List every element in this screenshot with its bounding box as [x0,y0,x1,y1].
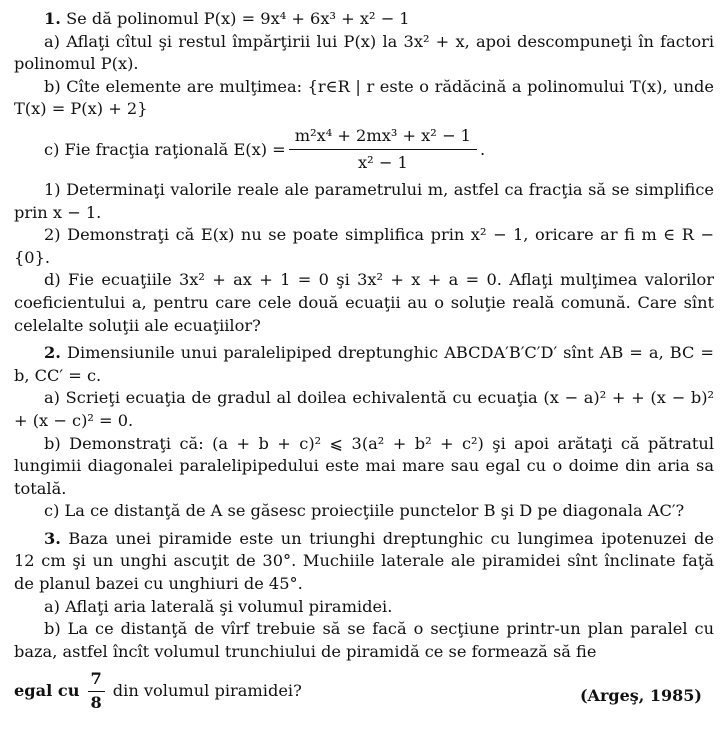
problem2-part-b: b) Demonstraţi că: (a + b + c)² ⩽ 3(a² + b² + c²) şi apoi arătaţi că pătratul lungimii diagonalei paralelipipedului este mai mare sau egal cu o doime din aria sa totală. [14,433,714,498]
problem3-part-b-end-suffix: din volumul piramidei? [112,681,302,701]
problem2-intro: 2. Dimensiunile unui paralelipiped dreptunghic ABCDA′B′C′D′ sînt AB = a, BC = b, CC′ = c. [14,343,714,385]
fraction-denominator: 8 [90,692,102,712]
problem1-part-c1: 1) Determinaţi valorile reale ale parametrului m, astfel ca fracţia să se simplifice prin x − 1. [14,179,714,222]
problem3-part-a: a) Aflaţi aria laterală şi volumul piramidei. [44,596,393,616]
fraction-E-numerator: m²x⁴ + 2mx³ + x² − 1 [289,125,477,151]
problem3-part-b-end-prefix: egal cu [14,681,80,701]
fraction-numerator: 7 [88,668,105,692]
fraction-E [289,125,477,175]
problem2-part-a: a) Scrieţi ecuaţia de gradul al doilea echivalentă cu ecuaţia (x − a)² + + (x − b)² + (x − c)² = 0. [14,388,714,430]
source-citation: (Argeş, 1985) [579,686,702,706]
fraction-E-denominator: x² − 1 [357,153,408,173]
problem1-part-a: a) Aflaţi cîtul şi restul împărţirii lui P(x) la 3x² + x, apoi descompuneţi în factori polinomul P(x). [14,31,714,74]
problem3-intro: 3. Baza unei piramide este un triunghi dreptunghic cu lungimea ipotenuzei de 12 cm şi un unghi ascuţit de 30°. Muchiile laterale ale piramidei sînt înclinate faţă de planul bazei cu unghiuri de 45°. [14,528,714,594]
problem3-number: 3. [44,528,61,548]
problem3-part-b: b) La ce distanţă de vîrf trebuie să se facă o secţiune printr-un plan paralel cu baza, astfel încît volumul trunchiului de piramidă ce se formează să fie [14,619,714,661]
problem1-part-c-suffix: . [479,139,486,159]
problem2-number: 2. [44,343,61,363]
problem1-number: 1. [44,9,61,28]
problem1-intro: 1. Se dă polinomul P(x) = 9x⁴ + 6x³ + x² − 1 [44,9,410,28]
problem1-part-d: d) Fie ecuaţiile 3x² + ax + 1 = 0 şi 3x² + x + a = 0. Aflaţi mulţimea valorilor coeficientului a, pentru care cele două ecuaţii au o soluţie reală comună. Care sînt celelalte soluţii ale ecuaţiilor? [14,270,714,335]
problem1-part-b: b) Cîte elemente are mulţimea: {r∈R | r este o rădăcină a polinomului T(x), unde T(x) = P(x) + 2} [14,76,714,119]
problem1-part-c-prefix: c) Fie fracţia raţională E(x) = [44,139,286,159]
problem1-part-c [14,121,714,179]
problem2-part-c: c) La ce distanţă de A se găsesc proiecţiile punctelor B şi D pe diagonala AC′? [44,501,685,521]
fraction-seven-eighths [88,668,105,714]
problem1-part-c2: 2) Demonstraţi că E(x) nu se poate simplifica prin x² − 1, oricare ar fi m ∈ R − {0}. [14,225,714,267]
